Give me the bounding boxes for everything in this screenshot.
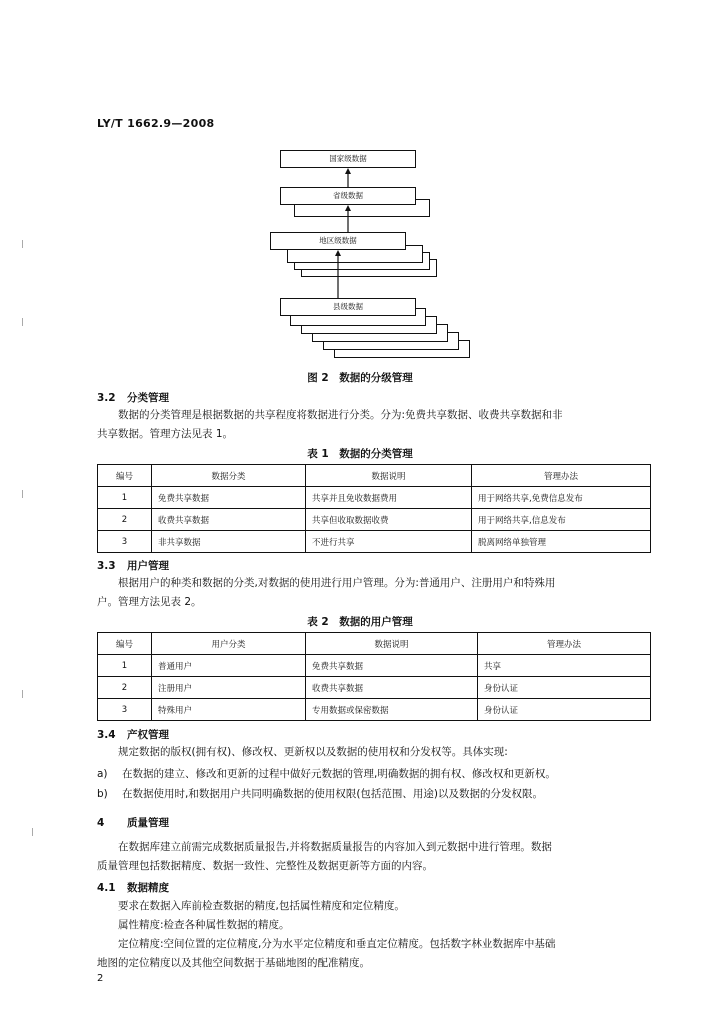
section-heading-4 (97, 815, 169, 830)
margin-mark (22, 490, 23, 498)
section-heading-4-1 (97, 880, 169, 895)
page-number: 2 (97, 973, 104, 984)
region-data-box (270, 232, 406, 250)
margin-mark (22, 690, 23, 698)
section-title: 分类管理 (127, 392, 169, 404)
table-row (98, 487, 651, 509)
table-cell: 普通用户 (152, 655, 306, 677)
table-cell: 专用数据或保密数据 (306, 699, 478, 721)
table-header-cell: 管理办法 (472, 465, 651, 487)
paragraph: 要求在数据入库前检查数据的精度,包括属性精度和定位精度。 (118, 900, 405, 912)
table-row (98, 531, 651, 553)
table-cell: 共享 (478, 655, 651, 677)
county-data-box (280, 298, 416, 316)
paragraph: 属性精度:检查各种属性数据的精度。 (118, 919, 290, 931)
margin-mark (32, 828, 33, 836)
table-header-cell: 编号 (98, 633, 152, 655)
paragraph: 共享数据。管理方法见表 1。 (97, 428, 234, 440)
table-cell: 用于网络共享,免费信息发布 (472, 487, 651, 509)
table-row (98, 699, 651, 721)
list-item (97, 785, 543, 804)
table-cell: 身份认证 (478, 677, 651, 699)
section-heading-3-4 (97, 727, 169, 742)
table-header-cell: 管理办法 (478, 633, 651, 655)
table-cell: 免费共享数据 (152, 487, 306, 509)
table-cell: 2 (98, 509, 152, 531)
table-cell: 共享并且免收数据费用 (306, 487, 472, 509)
table-caption: 表 2 数据的用户管理 (307, 616, 413, 628)
paragraph: 定位精度:空间位置的定位精度,分为水平定位精度和垂直定位精度。包括数字林业数据库中基础 (118, 938, 556, 950)
table-header-cell: 编号 (98, 465, 152, 487)
section-number: 3.3 (97, 560, 116, 572)
paragraph: 数据的分类管理是根据数据的共享程度将数据进行分类。分为:免费共享数据、收费共享数据和非 (118, 409, 563, 421)
table-cell: 收费共享数据 (152, 509, 306, 531)
table-cell: 不进行共享 (306, 531, 472, 553)
arrow-up-icon (331, 250, 345, 298)
list-marker: a) (97, 768, 108, 780)
table-header-cell: 数据说明 (306, 465, 472, 487)
table-header-row (98, 465, 651, 487)
table-cell: 身份认证 (478, 699, 651, 721)
table-row (98, 677, 651, 699)
arrow-up-icon (341, 168, 355, 188)
section-number: 4.1 (97, 882, 116, 894)
table-cell: 特殊用户 (152, 699, 306, 721)
data-table (97, 632, 651, 721)
province-data-label: 省级数据 (333, 191, 363, 200)
table-cell: 3 (98, 531, 152, 553)
section-number: 4 (97, 817, 105, 829)
paragraph: 地图的定位精度以及其他空间数据于基础地图的配准精度。 (97, 957, 370, 969)
table-cell: 注册用户 (152, 677, 306, 699)
figure-caption: 图 2 数据的分级管理 (307, 372, 413, 384)
paragraph: 户。管理方法见表 2。 (97, 596, 202, 608)
table-cell: 3 (98, 699, 152, 721)
list-marker: b) (97, 788, 108, 800)
table-cell: 共享但收取数据收费 (306, 509, 472, 531)
document-code: LY/T 1662.9—2008 (97, 117, 215, 130)
list-item-text: 在数据的建立、修改和更新的过程中做好元数据的管理,明确数据的拥有权、修改权和更新权。 (122, 768, 556, 780)
list-item-text: 在数据使用时,和数据用户共同明确数据的使用权限(包括范围、用途)以及数据的分发权限。 (122, 788, 544, 800)
section-heading-3-3 (97, 558, 169, 573)
hierarchy-diagram (0, 0, 720, 370)
list-item (97, 765, 556, 784)
table-cell: 2 (98, 677, 152, 699)
table-cell: 1 (98, 487, 152, 509)
table-row (98, 509, 651, 531)
county-data-label: 县级数据 (333, 302, 363, 311)
data-table (97, 464, 651, 553)
national-data-label: 国家级数据 (329, 154, 367, 163)
arrow-up-icon (341, 205, 355, 233)
section-number: 3.2 (97, 392, 116, 404)
section-title: 产权管理 (127, 729, 169, 741)
table-cell: 免费共享数据 (306, 655, 478, 677)
section-title: 数据精度 (127, 882, 169, 894)
paragraph: 根据用户的种类和数据的分类,对数据的使用进行用户管理。分为:普通用户、注册用户和特殊用 (118, 577, 556, 589)
table-cell: 1 (98, 655, 152, 677)
section-title: 用户管理 (127, 560, 169, 572)
table-cell: 收费共享数据 (306, 677, 478, 699)
table-header-cell: 数据分类 (152, 465, 306, 487)
table-cell: 用于网络共享,信息发布 (472, 509, 651, 531)
paragraph: 质量管理包括数据精度、数据一致性、完整性及数据更新等方面的内容。 (97, 860, 433, 872)
table-header-row (98, 633, 651, 655)
section-number: 3.4 (97, 729, 116, 741)
region-data-label: 地区级数据 (319, 236, 357, 245)
paragraph: 规定数据的版权(拥有权)、修改权、更新权以及数据的使用权和分发权等。具体实现: (118, 746, 508, 758)
table-row (98, 655, 651, 677)
section-heading-3-2 (97, 390, 169, 405)
paragraph: 在数据库建立前需完成数据质量报告,并将数据质量报告的内容加入到元数据中进行管理。数据 (118, 841, 552, 853)
table-cell: 非共享数据 (152, 531, 306, 553)
national-data-box (280, 150, 416, 168)
table-caption: 表 1 数据的分类管理 (307, 448, 413, 460)
table-header-cell: 用户分类 (152, 633, 306, 655)
table-header-cell: 数据说明 (306, 633, 478, 655)
section-title: 质量管理 (127, 817, 169, 829)
table-cell: 脱离网络单独管理 (472, 531, 651, 553)
province-data-box (280, 187, 416, 205)
